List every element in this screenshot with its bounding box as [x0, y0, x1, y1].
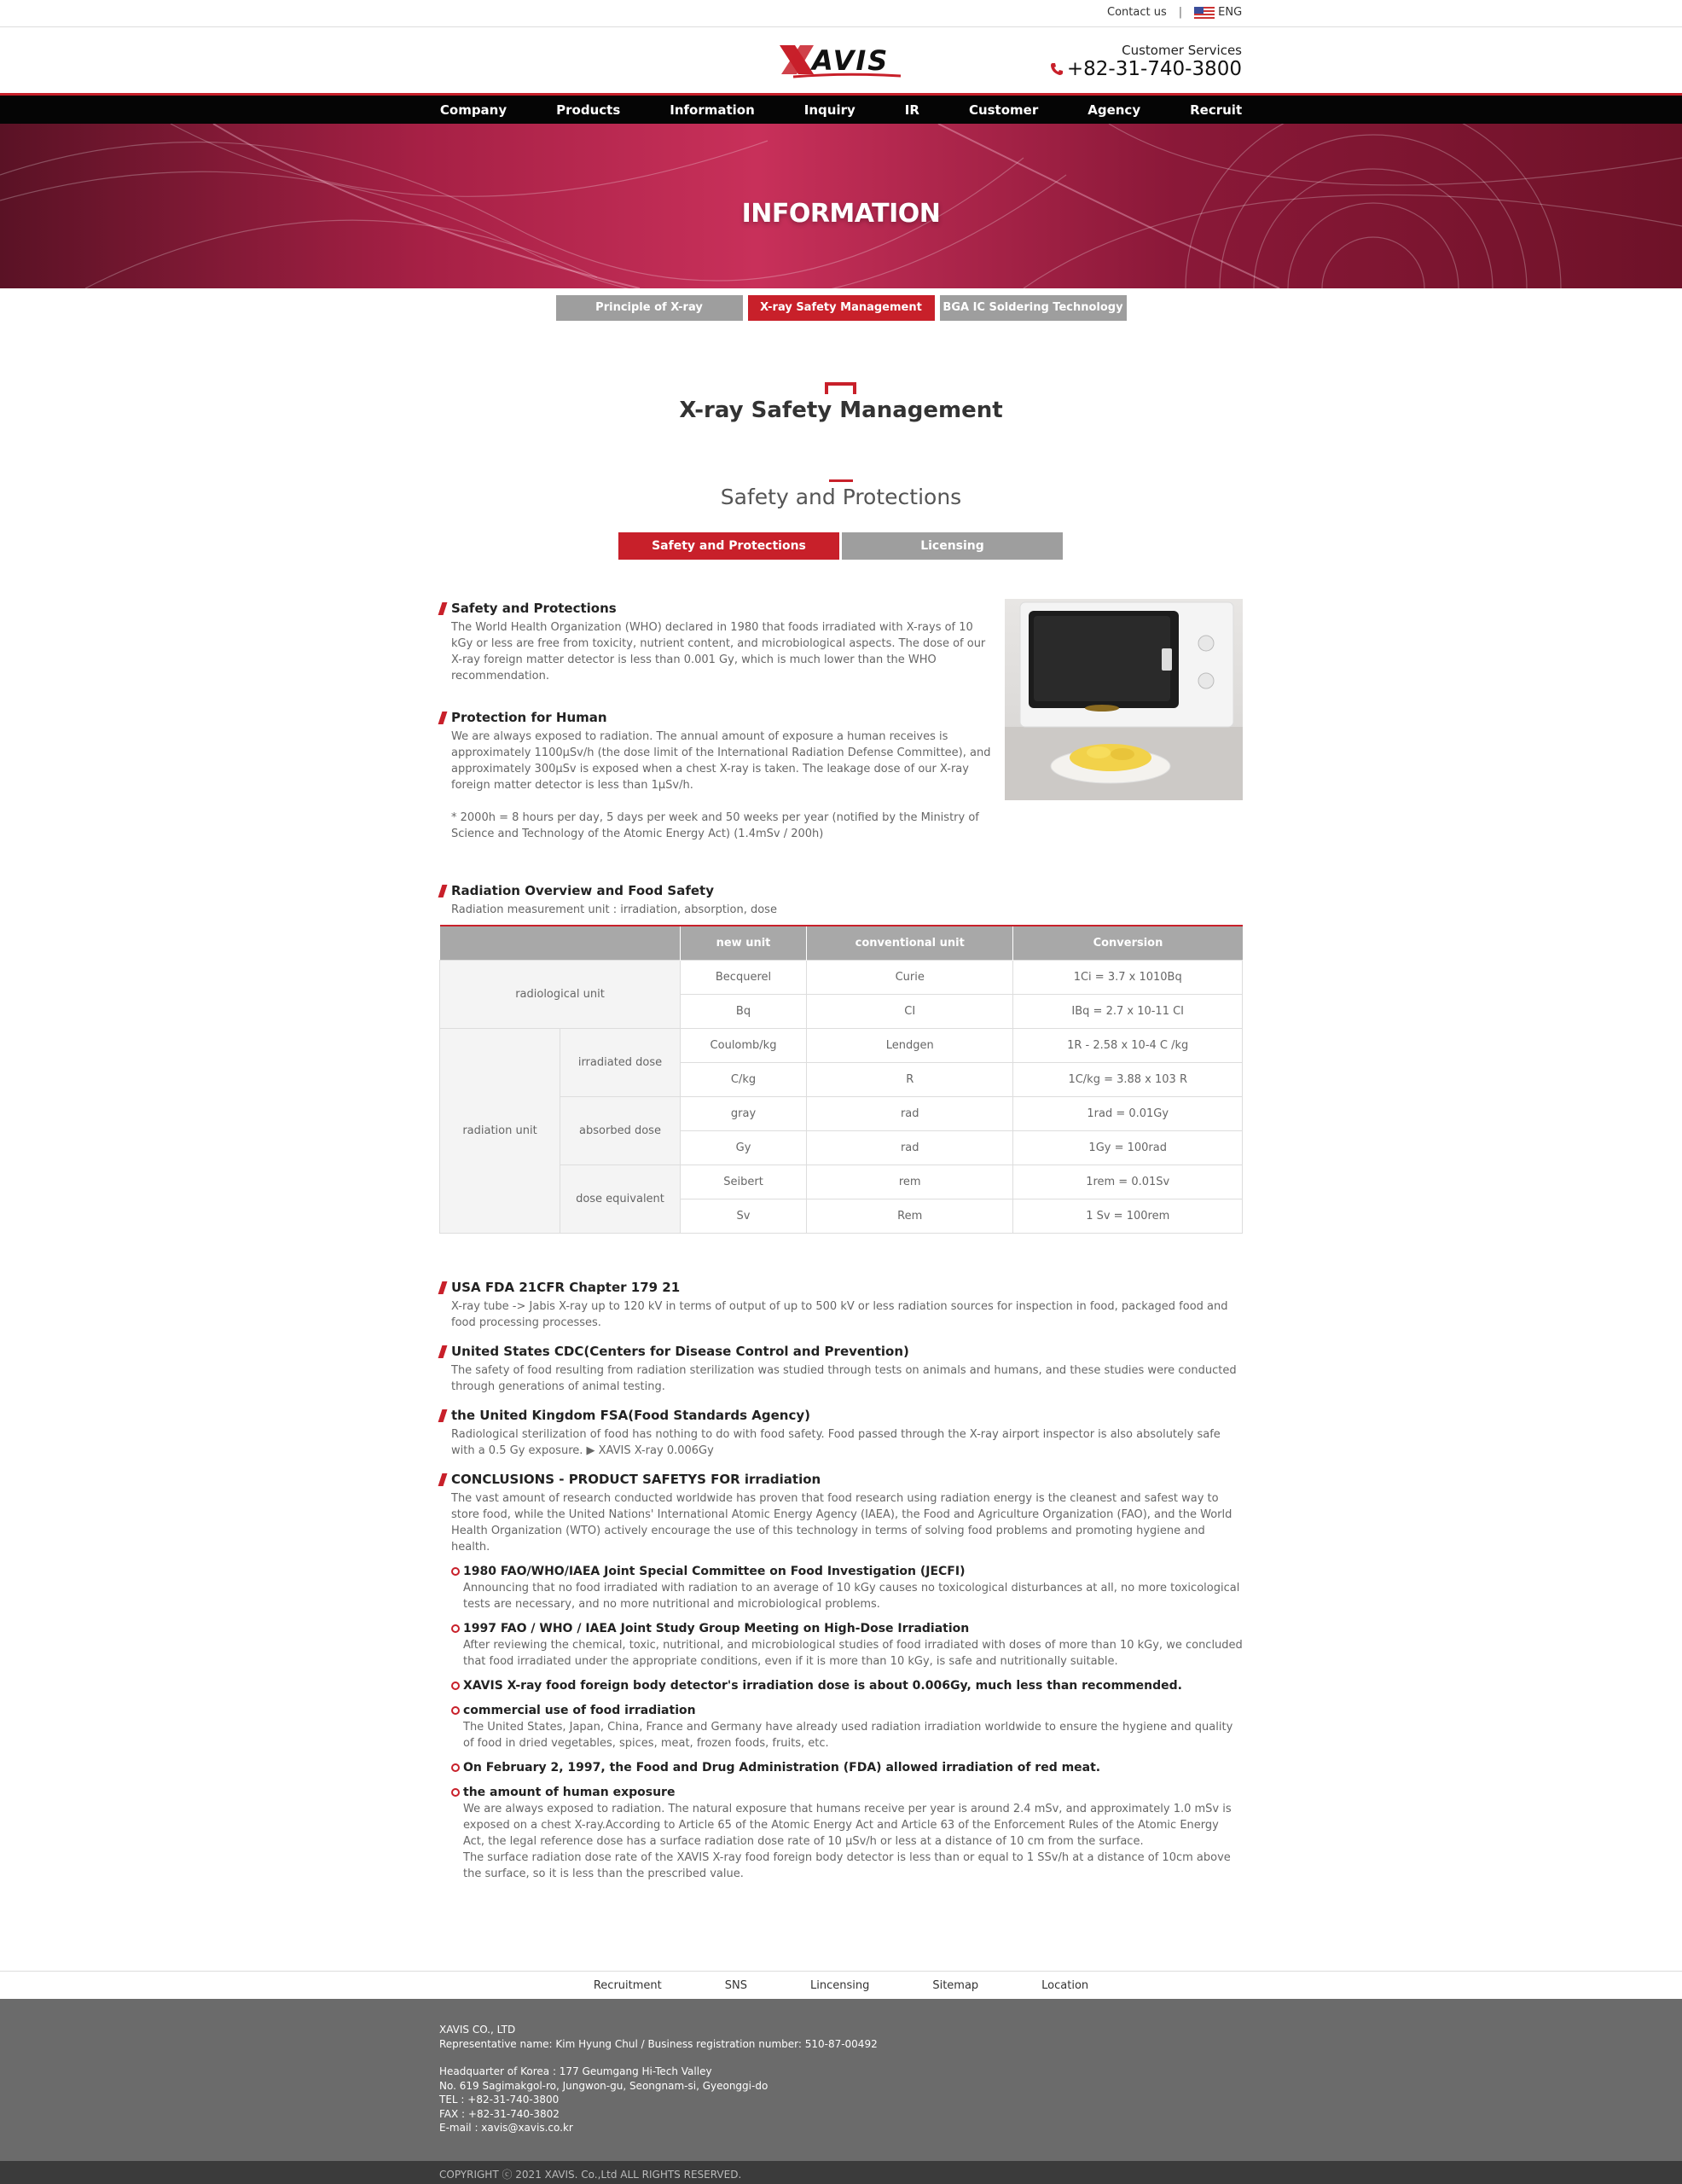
table-row — [440, 1028, 1243, 1062]
section-protection-human — [439, 710, 994, 842]
table-cell: Gy — [681, 1130, 807, 1165]
table-cell: Rem — [807, 1199, 1013, 1233]
banner-title: INFORMATION — [741, 199, 941, 229]
bullet-title: commercial use of food irradiation — [463, 1704, 696, 1717]
radiation-units-table — [439, 925, 1243, 1234]
section-heading: Safety and Protections — [439, 601, 994, 617]
tab-bga-ic-soldering[interactable]: BGA IC Soldering Technology — [940, 295, 1127, 321]
company-rep: Representative name: Kim Hyung Chul / Business registration number: 510-87-00492 — [439, 2037, 878, 2050]
table-cell: 1Gy = 100rad — [1013, 1130, 1243, 1165]
footer-link-recruitment[interactable]: Recruitment — [593, 1978, 662, 1992]
company-email: E-mail : xavis@xavis.co.kr — [439, 2122, 573, 2134]
bullet-title: On February 2, 1997, the Food and Drug Administration (FDA) allowed irradiation of red meat. — [463, 1761, 1101, 1774]
table-cell: 1 Sv = 100rem — [1013, 1199, 1243, 1233]
table-cell: 1R - 2.58 x 10-4 C /kg — [1013, 1028, 1243, 1062]
row-group-label: radiation unit — [440, 1028, 560, 1233]
nav-agency[interactable]: Agency — [1088, 102, 1141, 118]
table-cell: CI — [807, 994, 1013, 1028]
table-header-row — [440, 926, 1243, 960]
section-text: We are always exposed to radiation. The annual amount of exposure a human receives is approximately 1100µSv/h (the dose limit of the International Radiation Defense Committee), and approximately 300µSv is exposed when a chest X-ray is taken. The leakage dose of our X-ray foreign matter detector is less than 1µSv/h. — [451, 730, 991, 792]
list-item — [439, 1621, 1243, 1670]
bullet-title: 1997 FAO / WHO / IAEA Joint Study Group Meeting on High-Dose Irradiation — [463, 1622, 970, 1635]
section-heading: United States CDC(Centers for Disease Control and Prevention) — [439, 1344, 1243, 1360]
table-cell: R — [807, 1062, 1013, 1096]
section-heading: CONCLUSIONS - PRODUCT SAFETYS FOR irradiation — [439, 1472, 1243, 1488]
table-cell: Sv — [681, 1199, 807, 1233]
section-text: The safety of food resulting from radiation sterilization was studied through tests on animals and humans, and these studies were conducted through generations of animal testing. — [451, 1364, 1237, 1393]
tab-licensing[interactable]: Licensing — [842, 532, 1063, 560]
table-cell: Lendgen — [807, 1028, 1013, 1062]
row-subgroup-label: absorbed dose — [560, 1096, 681, 1165]
company-fax: FAX : +82-31-740-3802 — [439, 2107, 560, 2120]
table-cell: rad — [807, 1096, 1013, 1130]
bullet-title: 1980 FAO/WHO/IAEA Joint Special Committee on Food Investigation (JECFI) — [463, 1565, 966, 1578]
company-name: XAVIS CO., LTD — [439, 2024, 516, 2036]
table-cell: gray — [681, 1096, 807, 1130]
separator: | — [1178, 6, 1183, 19]
cs-phone-number: +82-31-740-3800 — [1066, 58, 1242, 80]
footer-link-sitemap[interactable]: Sitemap — [932, 1978, 979, 1992]
table-row — [440, 960, 1243, 994]
section-safety — [439, 601, 994, 684]
copyright-text: COPYRIGHT ⓒ 2021 XAVIS. Co.,Ltd ALL RIGHTS RESERVED. — [439, 2169, 742, 2181]
section-note: * 2000h = 8 hours per day, 5 days per week and 50 weeks per year (notified by the Ministry of Science and Technology of the Atomic Energy Act) (1.4mSv / 200h) — [451, 811, 979, 840]
section-heading: Protection for Human — [439, 710, 994, 726]
row-subgroup-label: irradiated dose — [560, 1028, 681, 1096]
table-row — [440, 1096, 1243, 1130]
tab-xray-safety-management[interactable]: X-ray Safety Management — [748, 295, 935, 321]
bullet-text: After reviewing the chemical, toxic, nutritional, and microbiological studies of food irradiated with doses of more than 10 kGy, we concluded that food irradiated under the appropriate conditions, even if it is more than 10 kGy, is safe and nutritionally suitable. — [463, 1639, 1243, 1668]
section-heading: the United Kingdom FSA(Food Standards Agency) — [439, 1408, 1243, 1424]
table-cell: Coulomb/kg — [681, 1028, 807, 1062]
section-heading: USA FDA 21CFR Chapter 179 21 — [439, 1280, 1243, 1296]
footer-nav — [0, 1971, 1682, 1999]
title-bracket-icon — [825, 382, 856, 394]
customer-services — [1050, 43, 1242, 80]
microwave-food-photo — [1005, 599, 1243, 800]
column-header: conventional unit — [807, 926, 1013, 960]
company-address: No. 619 Sagimakgol-ro, Jungwon-gu, Seongnam-si, Gyeonggi-do — [439, 2079, 768, 2092]
bullet-text: The United States, Japan, China, France and Germany have already used radiation irradiation worldwide to ensure the hygiene and quality of food in dried vegetables, spices, meat, frozen foods, fruits, etc. — [463, 1721, 1233, 1750]
svg-text:AVIS: AVIS — [812, 44, 890, 77]
table-cell: 1C/kg = 3.88 x 103 R — [1013, 1062, 1243, 1096]
nav-information[interactable]: Information — [670, 102, 755, 118]
row-group-label: radiological unit — [440, 960, 681, 1028]
section-text: Radiological sterilization of food has nothing to do with food safety. Food passed through the X-ray airport inspector is also absolutely safe with a 0.5 Gy exposure. ▶ XAVIS X-ray 0.006Gy — [451, 1428, 1221, 1457]
bullet-title: XAVIS X-ray food foreign body detector's irradiation dose is about 0.006Gy, much less than recommended. — [463, 1679, 1182, 1693]
table-cell: Curie — [807, 960, 1013, 994]
cs-phone[interactable] — [1050, 58, 1242, 80]
footer — [0, 1999, 1682, 2161]
table-cell: 1rem = 0.01Sv — [1013, 1165, 1243, 1199]
footer-link-sns[interactable]: SNS — [724, 1978, 747, 1992]
list-item — [439, 1564, 1243, 1612]
bullet-text: Announcing that no food irradiated with radiation to an average of 10 kGy causes no toxicological disturbances at all, no more toxicological tests are necessary, and no more nutritional and microbiological problems. — [463, 1582, 1240, 1611]
nav-ir[interactable]: IR — [904, 102, 919, 118]
table-cell: rad — [807, 1130, 1013, 1165]
company-tel: TEL : +82-31-740-3800 — [439, 2094, 560, 2106]
main-nav — [0, 96, 1682, 124]
company-hq: Headquarter of Korea : 177 Geumgang Hi-Tech Valley — [439, 2065, 712, 2077]
nav-company[interactable]: Company — [439, 102, 508, 118]
table-row — [440, 1165, 1243, 1199]
column-header: Conversion — [1013, 926, 1243, 960]
content-tabs — [618, 532, 1065, 560]
table-cell: 1Ci = 3.7 x 1010Bq — [1013, 960, 1243, 994]
table-cell: Becquerel — [681, 960, 807, 994]
bullet-text: We are always exposed to radiation. The natural exposure that humans receive per year is around 2.4 mSv, and approximately 1.0 mSv is exposed on a chest X-ray.According to Article 65 of the Atomic Energy Act and Article 63 of the Enforcement Rules of the Atomic Energy Act, the legal reference dose has a surface radiation dose rate of 10 µSv/h or less at a distance of 10 cm from the surface. — [463, 1803, 1232, 1848]
hero-banner — [0, 124, 1682, 288]
language-link[interactable]: ENG — [1218, 6, 1243, 19]
tab-safety-and-protections[interactable]: Safety and Protections — [618, 532, 839, 560]
list-item — [439, 1760, 1243, 1776]
footer-link-location[interactable]: Location — [1041, 1978, 1089, 1992]
list-item — [439, 1785, 1243, 1882]
table-cell: Seibert — [681, 1165, 807, 1199]
table-cell: C/kg — [681, 1062, 807, 1096]
nav-customer[interactable]: Customer — [968, 102, 1039, 118]
section-accent-bar — [829, 479, 853, 482]
phone-icon — [1050, 62, 1064, 76]
section-radiation-overview — [439, 883, 1243, 1234]
page-title: X-ray Safety Management — [679, 398, 1003, 423]
table-cell: rem — [807, 1165, 1013, 1199]
xavis-logo[interactable] — [776, 42, 904, 84]
section-text: X-ray tube -> Jabis X-ray up to 120 kV in terms of output of up to 500 kV or less radiation sources for inspection in food, packaged food and food processing processes. — [451, 1300, 1228, 1329]
site-header — [0, 27, 1682, 96]
table-cell: IBq = 2.7 x 10-11 CI — [1013, 994, 1243, 1028]
footer-link-licensing[interactable]: Lincensing — [809, 1978, 870, 1992]
list-item — [439, 1703, 1243, 1751]
section-regulations — [439, 1280, 1243, 1882]
row-subgroup-label: dose equivalent — [560, 1165, 681, 1233]
tab-principle-of-xray[interactable]: Principle of X-ray — [556, 295, 743, 321]
copyright-bar — [0, 2161, 1682, 2184]
contact-link[interactable]: Contact us — [1107, 6, 1167, 19]
table-cell: Bq — [681, 994, 807, 1028]
nav-products[interactable]: Products — [556, 102, 621, 118]
sub-tabs — [0, 295, 1682, 321]
section-text: Radiation measurement unit : irradiation, absorption, dose — [451, 903, 777, 916]
section-text: The World Health Organization (WHO) declared in 1980 that foods irradiated with X-rays of 10 kGy or less are free from toxicity, nutrient content, and microbiological aspects. The dose of our X-ray foreign matter detector is less than 0.001 Gy, which is much lower than the WHO recommendation. — [451, 621, 986, 682]
section-text: The vast amount of research conducted worldwide has proven that food research using radiation energy is the cleanest and safest way to store food, while the United Nations' International Atomic Energy Agency (IAEA), the Food and Agriculture Organization (FAO), and the World Health Organization (WTO) actively encourage the use of this technology in terms of solving food problems and promoting hygiene and health. — [451, 1492, 1232, 1554]
column-header: new unit — [681, 926, 807, 960]
table-cell: 1rad = 0.01Gy — [1013, 1096, 1243, 1130]
list-item — [439, 1678, 1243, 1694]
nav-inquiry[interactable]: Inquiry — [803, 102, 856, 118]
cs-label: Customer Services — [1122, 43, 1242, 58]
nav-recruit[interactable]: Recruit — [1190, 102, 1243, 118]
section-title: Safety and Protections — [720, 485, 962, 509]
section-heading: Radiation Overview and Food Safety — [439, 883, 1243, 899]
us-flag-icon — [1194, 7, 1215, 19]
company-info — [439, 2023, 878, 2135]
bullet-title: the amount of human exposure — [463, 1786, 676, 1799]
bullet-text: The surface radiation dose rate of the XAVIS X-ray food foreign body detector is less than or equal to 1 SSv/h at a distance of 10cm above the surface, so it is less than the prescribed value. — [463, 1851, 1231, 1880]
top-utility-bar — [0, 0, 1682, 27]
